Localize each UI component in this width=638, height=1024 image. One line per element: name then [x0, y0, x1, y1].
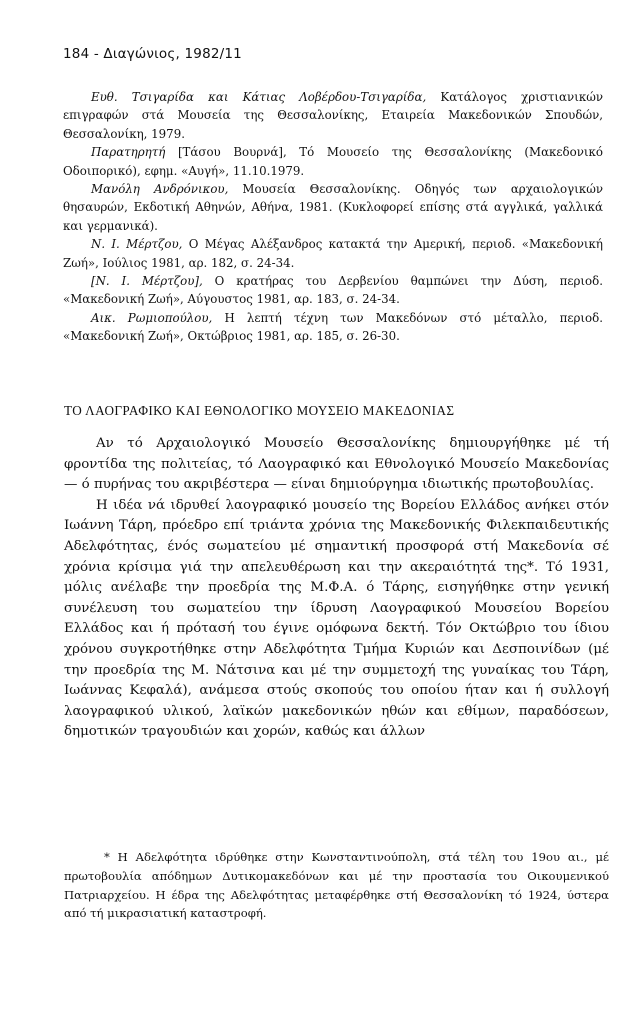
- reference-author: Ευθ. Τσιγαρίδα και Κάτιας Λοβέρδου-Τσιγαρίδα,: [91, 90, 427, 104]
- reference-author: [Ν. Ι. Μέρτζου],: [91, 274, 203, 289]
- reference-text: Κατάλογος χριστιανικών επιγραφών στά Μουσεία της Θεσσαλονίκης, Εταιρεία Μακεδονικών Σπουδών, Θεσσαλονίκη, 1979.: [63, 90, 603, 141]
- paragraph: Η ιδέα νά ιδρυθεί λαογραφικό μουσείο της Βορείου Ελλάδος ανήκει στόν Ιωάννη Τάρη, πρόεδρο επί τριάντα χρόνια της Μακεδονικής Φιλεκπαιδευτικής Αδελφότητας, ένός σωματείου μέ σημαντική προσφορά στή Μακεδονία σέ χρόνια κρίσιμα γιά την απελευθέρωση και την ακεραιότητά της*. Τό 1931, μόλις ανέλαβε την προεδρία της Μ.Φ.Α. ό Τάρης, εισηγήθηκε στην γενική συνέλευση του σωματείου την ίδρυση Λαογραφικού Μουσείου Βορείου Ελλάδος και ή πρότασή του έγινε ομόφωνα δεκτή. Τόν Οκτώβριο του ίδιου χρόνου συγκροτήθηκε στην Αδελφότητα Τμήμα Κυριών και Δεσποινίδων (μέ την προεδρία της Μ. Νάτσινα και μέ την συμμετοχή της γυναίκας του Τάρη, Ιωάννας Κεφαλά), ανάμεσα στούς σκοπούς του οποίου ήταν και ή συλλογή λαογραφικού υλικού, λαϊκών μακεδονικών ηθών και εθίμων, παραδόσεων, δημοτικών τραγουδιών και χορών, καθώς και άλλων: [64, 497, 609, 740]
- reference-text: Η λεπτή τέχνη των Μακεδόνων στό μέταλλο, περιοδ. «Μακεδονική Ζωή», Οκτώβριος 1981, αρ. 185, σ. 26-30.: [63, 310, 603, 344]
- reference-list: [63, 88, 603, 346]
- reference-text: Μουσεία Θεσσαλονίκης. Οδηγός των αρχαιολογικών θησαυρών, Εκδοτική Αθηνών, Αθήνα, 1981. (Κυκλοφορεί επίσης στά αγγλικά, γαλλικά και γερμανικά).: [63, 182, 603, 233]
- footnote: [64, 848, 609, 923]
- reference-item: [63, 180, 603, 235]
- reference-item: [63, 309, 603, 346]
- reference-text: Ο κρατήρας του Δερβενίου θαμπώνει την Δύση, περιοδ. «Μακεδονική Ζωή», Αύγουστος 1981, αρ. 183, σ. 24-34.: [63, 274, 604, 307]
- footnote-text: * Η Αδελφότητα ιδρύθηκε στην Κωνσταντινούπολη, στά τέλη του 19ου αι., μέ πρωτοβουλία απόδημων Δυτικομακεδόνων και μέ την προστασία του Οικουμενικού Πατριαρχείου. Η έδρα της Αδελφότητας μεταφέρθηκε στή Θεσσαλονίκη τό 1924, ύστερα από τή μικρασιατική καταστροφή.: [64, 850, 609, 921]
- section-title: ΤΟ ΛΑΟΓΡΑΦΙΚΟ ΚΑΙ ΕΘΝΟΛΟΓΙΚΟ ΜΟΥΣΕΙΟ ΜΑΚΕΔΟΝΙΑΣ: [64, 403, 455, 418]
- paragraph: Αν τό Αρχαιολογικό Μουσείο Θεσσαλονίκης δημιουργήθηκε μέ τή φροντίδα της πολιτείας, τό Λαογραφικό και Εθνολογικό Μουσείο Μακεδονίας — ό πυρήνας του ακριβέστερα — είναι δημιούργημα ιδιωτικής πρωτοβουλίας.: [64, 436, 609, 493]
- reference-item: [63, 88, 603, 143]
- reference-item: [63, 235, 603, 272]
- reference-text: [Τάσου Βουρνά], Τό Μουσείο της Θεσσαλονίκης (Μακεδονικό Οδοιπορικό), εφημ. «Αυγή», 11.10.1979.: [63, 145, 603, 178]
- reference-author: Μανόλη Ανδρόνικου,: [91, 182, 229, 197]
- reference-author: Παρατηρητή: [91, 145, 166, 160]
- reference-text: Ο Μέγας Αλέξανδρος κατακτά την Αμερική, περιοδ. «Μακεδονική Ζωή», Ιούλιος 1981, αρ. 182, σ. 24-34.: [63, 237, 603, 270]
- page-header: 184 - Διαγώνιος, 1982/11: [63, 46, 242, 62]
- reference-author: Ν. Ι. Μέρτζου,: [91, 237, 183, 252]
- body-text: [64, 434, 609, 743]
- reference-item: [63, 272, 603, 309]
- reference-author: Αικ. Ρωμιοπούλου,: [91, 310, 213, 325]
- reference-item: [63, 143, 603, 180]
